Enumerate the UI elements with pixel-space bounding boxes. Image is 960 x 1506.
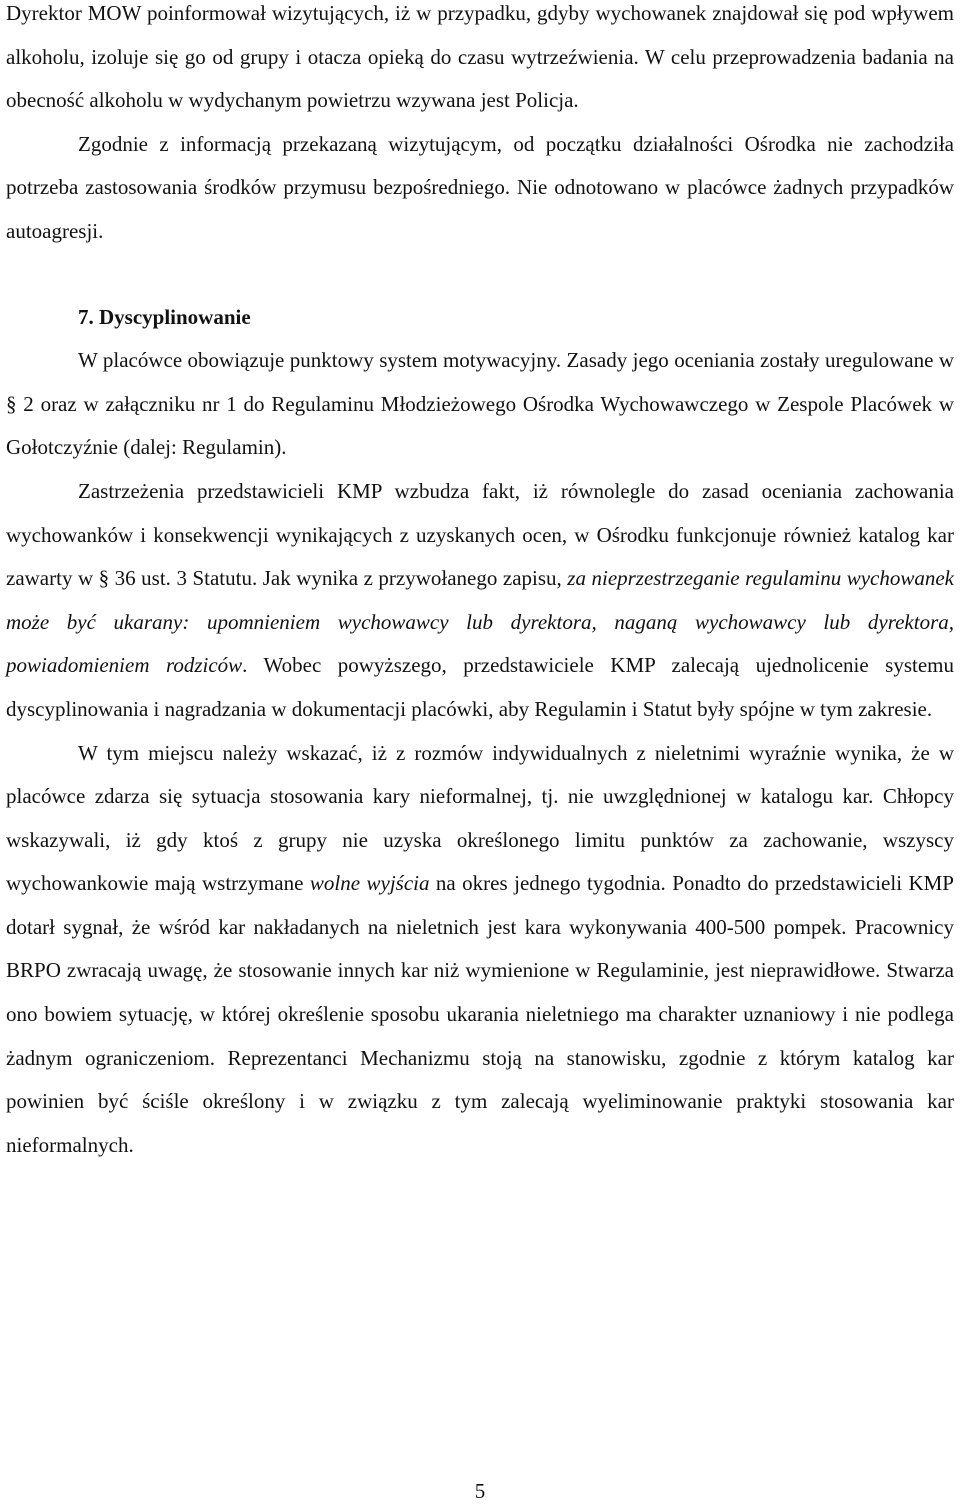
paragraph-alcohol-procedure: Dyrektor MOW poinformował wizytujących, iż w przypadku, gdyby wychowanek znajdował się pod wpływem alkoholu, izoluje się go od grupy i otacza opieką do czasu wytrzeźwienia. W celu przeprowadzenia badania na obecność alkoholu w wydychanym powietrzu wzywana jest Policja. [6,1,954,113]
paragraph-informal-punishment-term: wolne wyjścia [309,871,430,896]
paragraph-punishment-catalog-quote: za nieprzestrzeganie regulaminu wychowanek może być ukarany: upomnieniem wychowawcy lub dyrektora, naganą wychowawcy lub dyrektora, powiadomieniem rodziców [6,566,955,678]
page-number: 5 [474,1479,486,1503]
paragraph-motivation-system: W placówce obowiązuje punktowy system motywacyjny. Zasady jego oceniania zostały uregulowane w § 2 oraz w załączniku nr 1 do Regulaminu Młodzieżowego Ośrodka Wychowawczego w Zespole Placówek w Gołotczyźnie (dalej: Regulamin). [6,348,954,460]
paragraph-informal-punishment [6,732,954,1168]
section-heading-discipline: 7. Dyscyplinowanie [78,304,251,329]
paragraph-punishment-catalog-text-b: . Wobec powyższego, przedstawiciele KMP zalecają ujednolicenie systemu dyscyplinowania i nagradzania w dokumentacji placówki, aby Regulamin i Statut były spójne w tym zakresie. [6,653,954,721]
paragraph-informal-punishment-text-a: W tym miejscu należy wskazać, iż z rozmów indywidualnych z nieletnimi wyraźnie wynika, że w placówce zdarza się sytuacja stosowania kary nieformalnej, tj. nie uwzględnionej w katalogu kar. Chłopcy wskazywali, iż gdy ktoś z grupy nie uzyska określonego limitu punktów za zachowanie, wszyscy wychowankowie mają wstrzymane [6,740,954,896]
paragraph-punishment-catalog [6,470,954,732]
paragraph-punishment-catalog-text-a: Zastrzeżenia przedstawicieli KMP wzbudza fakt, iż równolegle do zasad oceniania zachowania wychowanków i konsekwencji wynikających z uzyskanych ocen, w Ośrodku funkcjonuje również katalog kar zawarty w § 36 ust. 3 Statutu. Jak wynika z przywołanego zapisu, [6,478,954,591]
paragraph-direct-coercion: Zgodnie z informacją przekazaną wizytującym, od początku działalności Ośrodka nie zachodziła potrzeba zastosowania środków przymusu bezpośredniego. Nie odnotowano w placówce żadnych przypadków autoagresji. [6,131,954,243]
paragraph-informal-punishment-text-b: na okres jednego tygodnia. Ponadto do przedstawicieli KMP dotarł sygnał, że wśród kar nakładanych na nieletnich jest kara wykonywania 400-500 pompek. Pracownicy BRPO zwracają uwagę, że stosowanie innych kar niż wymienione w Regulaminie, jest nieprawidłowe. Stwarza ono bowiem sytuację, w której określenie sposobu ukarania nieletniego ma charakter uznaniowy i nie podlega żadnym ograniczeniom. Reprezentanci Mechanizmu stoją na stanowisku, zgodnie z którym katalog kar powinien być ściśle określony i w związku z tym zalecają wyeliminowanie praktyki stosowania kar nieformalnych. [6,871,954,1157]
document-page [6,0,954,1505]
